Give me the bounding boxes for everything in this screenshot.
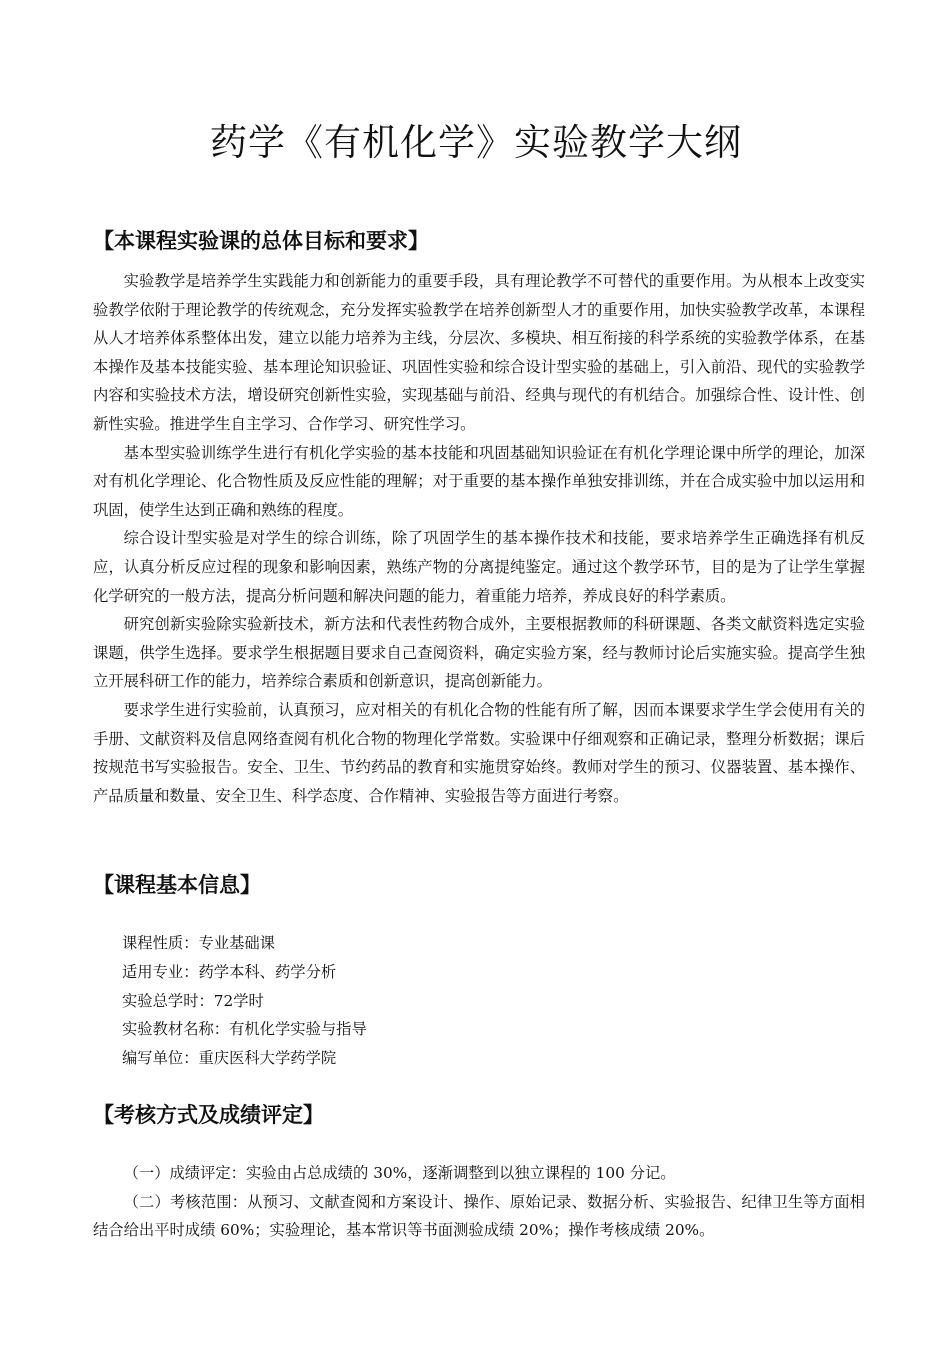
paragraph: 综合设计型实验是对学生的综合训练，除了巩固学生的基本操作技术和技能，要求培养学生正确选择有机反应，认真分析反应过程的现象和影响因素，熟练产物的分离提纯鉴定。通过这个教学环节，目的是为了让学生掌握化学研究的一般方法，提高分析问题和解决问题的能力，着重能力培养，养成良好的科学素质。	[93, 529, 865, 605]
document-title: 药学《有机化学》实验教学大纲	[210, 121, 742, 164]
section-body-assessment	[93, 1159, 865, 1245]
paragraph: （一）成绩评定：实验由占总成绩的 30%，逐渐调整到以独立课程的 100 分记。	[123, 1164, 676, 1182]
paragraph: 基本型实验训练学生进行有机化学实验的基本技能和巩固基础知识验证在有机化学理论课中所学的理论，加深对有机化学理论、化合物性质及反应性能的理解；对于重要的基本操作单独安排训练，并在合成实验中加以运用和巩固，使学生达到正确和熟练的程度。	[93, 443, 865, 519]
section-body-goals	[93, 267, 865, 810]
paragraph: （二）考核范围：从预习、文献查阅和方案设计、操作、原始记录、数据分析、实验报告、纪律卫生等方面相结合给出平时成绩 60%；实验理论，基本常识等书面测验成绩 20%；操作考核成绩 20%。	[93, 1192, 865, 1240]
paragraph: 实验教学是培养学生实践能力和创新能力的重要手段，具有理论教学不可替代的重要作用。为从根本上改变实验教学依附于理论教学的传统观念，充分发挥实验教学在培养创新型人才的重要作用，加快实验教学改革，本课程从人才培养体系整体出发，建立以能力培养为主线，分层次、多模块、相互衔接的科学系统的实验教学体系，在基本操作及基本技能实验、基本理论知识验证、巩固性实验和综合设计型实验的基础上，引入前沿、现代的实验教学内容和实验技术方法，增设研究创新性实验，实现基础与前沿、经典与现代的有机结合。加强综合性、设计性、创新性实验。推进学生自主学习、合作学习、研究性学习。	[93, 272, 865, 433]
course-info-item: 适用专业：药学本科、药学分析	[122, 962, 337, 981]
section-heading-course-info: 【课程基本信息】	[93, 873, 261, 897]
course-info-item: 实验教材名称：有机化学实验与指导	[122, 1020, 367, 1039]
paragraph: 要求学生进行实验前，认真预习，应对相关的有机化合物的性能有所了解，因而本课要求学生学会使用有关的手册、文献资料及信息网络查阅有机化合物的物理化学常数。实验课中仔细观察和正确记录，整理分析数据；课后按规范书写实验报告。安全、卫生、节约药品的教育和实施贯穿始终。教师对学生的预习、仪器装置、基本操作、产品质量和数量、安全卫生、科学态度、合作精神、实验报告等方面进行考察。	[93, 700, 865, 805]
course-info-list	[122, 929, 367, 1073]
course-info-item: 编写单位：重庆医科大学药学院	[122, 1049, 337, 1068]
paragraph: 研究创新实验除实验新技术，新方法和代表性药物合成外，主要根据教师的科研课题、各类文献资料选定实验课题，供学生选择。要求学生根据题目要求自己查阅资料，确定实验方案，经与教师讨论后实施实验。提高学生独立开展科研工作的能力，培养综合素质和创新意识，提高创新能力。	[93, 615, 865, 691]
section-heading-goals: 【本课程实验课的总体目标和要求】	[93, 229, 429, 253]
section-heading-assessment: 【考核方式及成绩评定】	[93, 1103, 324, 1127]
course-info-item: 实验总学时：72学时	[122, 991, 264, 1010]
course-info-item: 课程性质：专业基础课	[122, 934, 275, 952]
